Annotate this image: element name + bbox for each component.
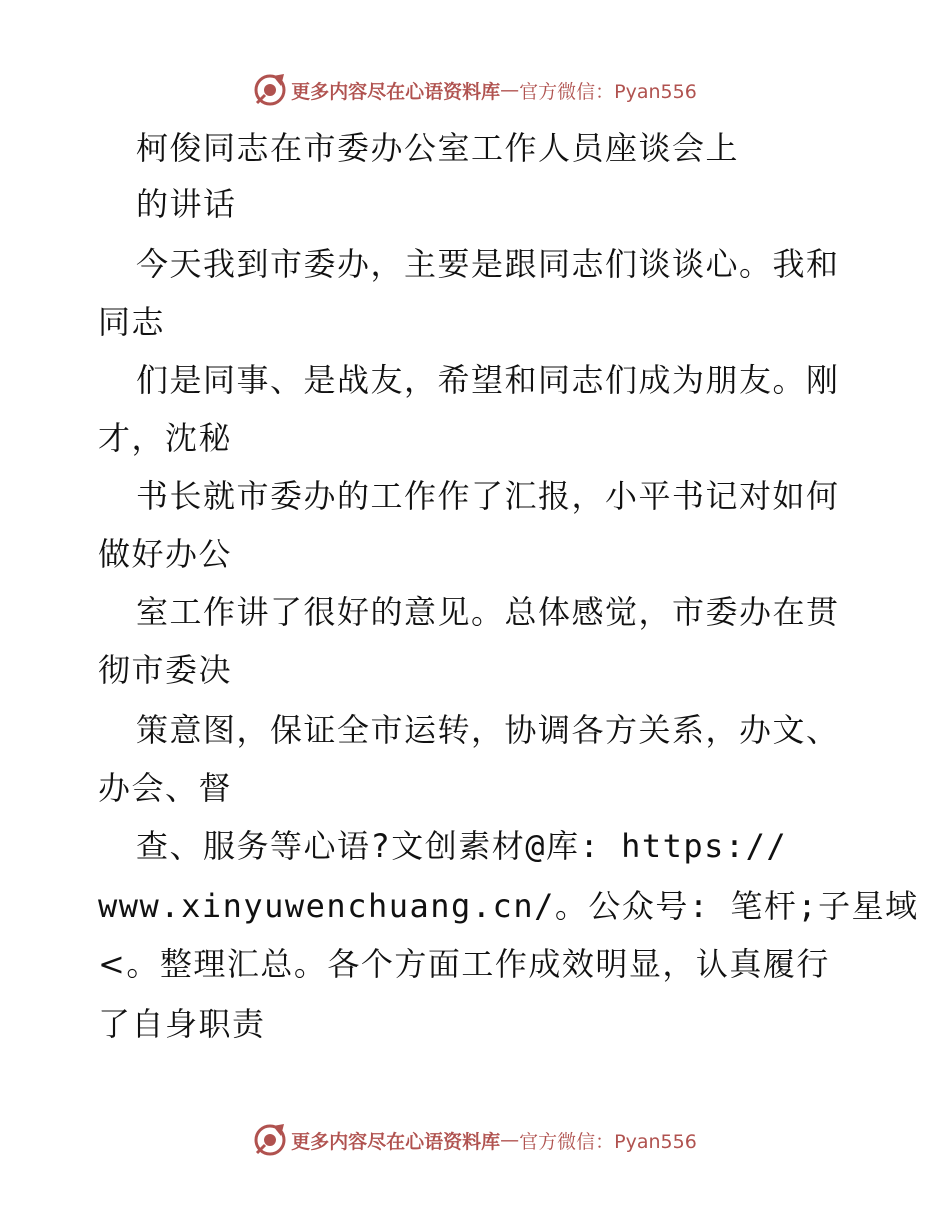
body-line: 室工作讲了很好的意见。总体感觉，市委办在贯: [136, 593, 840, 631]
body-line: 策意图，保证全市运转，协调各方关系，办文、: [136, 711, 840, 749]
body-line: 办会、督: [98, 769, 233, 807]
banner-text: 更多内容尽在心语资料库: [291, 80, 501, 103]
pen-logo-icon: [253, 73, 287, 107]
body-line: 查、服务等心语?文创素材@库: https://: [136, 827, 788, 865]
banner-dash: —: [500, 79, 520, 101]
banner-dash: —: [500, 1129, 520, 1151]
body-line: 才，沈秘: [98, 419, 233, 457]
body-line: <。整理汇总。各个方面工作成效明显，认真履行: [98, 945, 830, 983]
banner-contact: 官方微信：Pyan556: [519, 1130, 697, 1153]
body-line: 书长就市委办的工作作了汇报，小平书记对如何: [136, 477, 840, 515]
footer-banner: [0, 1120, 950, 1160]
body-line: 们是同事、是战友，希望和同志们成为朋友。刚: [136, 361, 840, 399]
body-line: 同志: [98, 303, 166, 341]
body-line: 了自身职责: [98, 1005, 266, 1043]
pen-logo-icon: [253, 1123, 287, 1157]
body-line: 做好办公: [98, 535, 233, 573]
title-line-2: 的讲话: [136, 185, 237, 223]
banner-contact: 官方微信：Pyan556: [519, 80, 697, 103]
body-line: 今天我到市委办，主要是跟同志们谈谈心。我和: [136, 245, 840, 283]
body-line: www.xinyuwenchuang.cn/。公众号: 笔杆;子星域: [98, 887, 919, 925]
body-line: 彻市委决: [98, 651, 233, 689]
header-banner: [0, 70, 950, 110]
title-line-1: 柯俊同志在市委办公室工作人员座谈会上: [136, 129, 740, 167]
banner-text: 更多内容尽在心语资料库: [291, 1130, 501, 1153]
